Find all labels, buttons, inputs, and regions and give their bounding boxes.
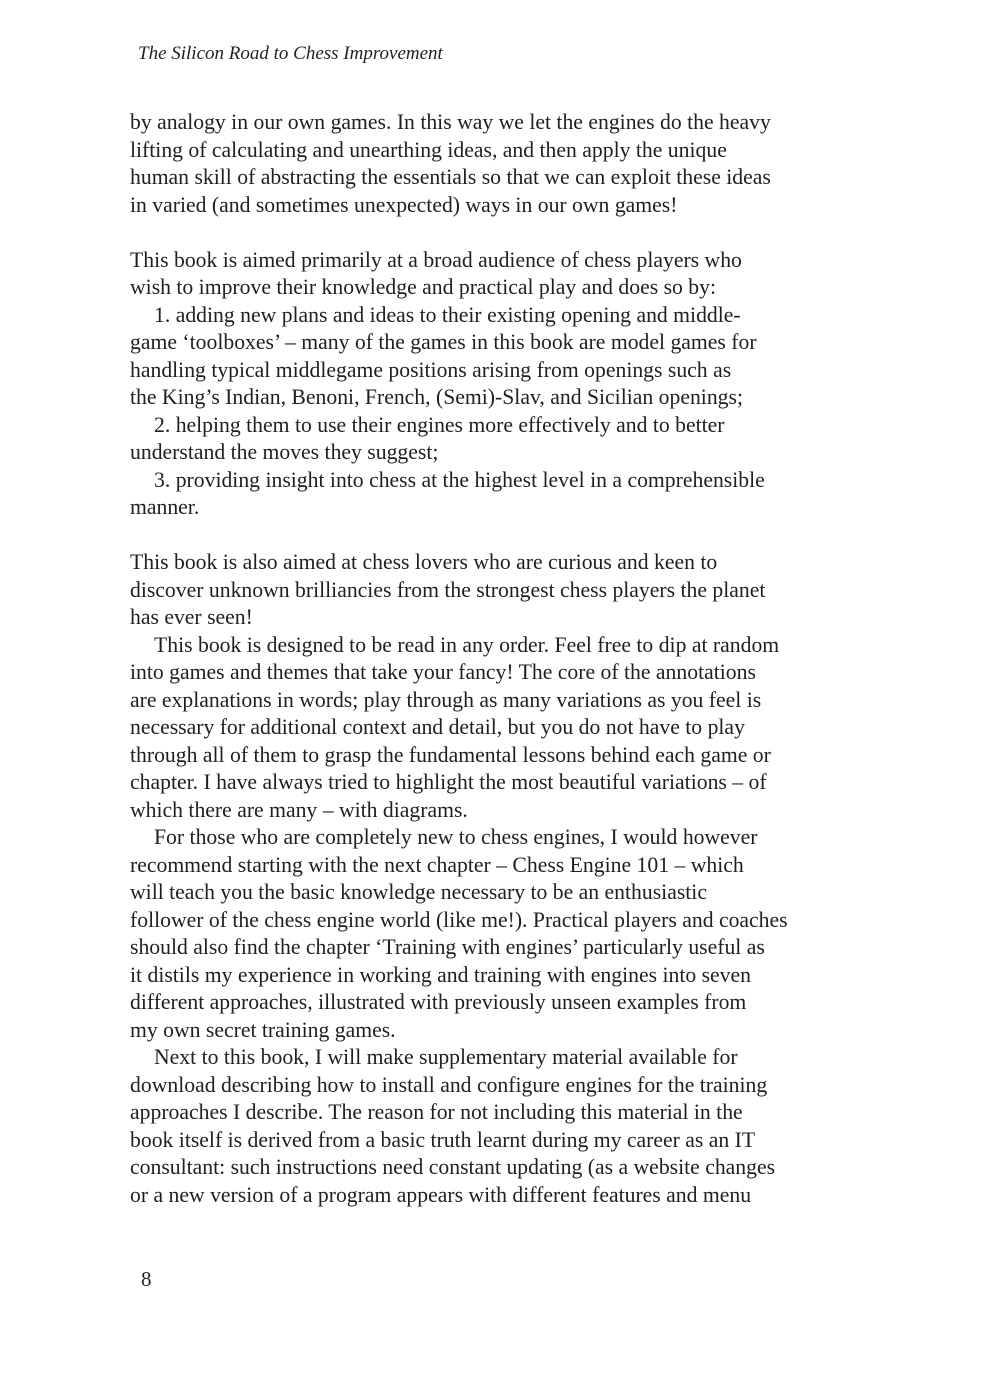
text-line: human skill of abstracting the essentials so that we can exploit these ideas: [130, 165, 771, 189]
paragraph: [130, 549, 870, 1209]
text-line: book itself is derived from a basic truth learnt during my career as an IT: [130, 1127, 756, 1152]
text-line: game ‘toolboxes’ – many of the games in this book are model games for: [130, 330, 757, 354]
text-line: in varied (and sometimes unexpected) ways in our own games!: [130, 192, 678, 217]
text-line: This book is also aimed at chess lovers who are curious and keen to: [130, 550, 718, 574]
text-line: consultant: such instructions need constant updating (as a website changes: [130, 1155, 776, 1179]
paragraph: [130, 247, 870, 522]
text-line: follower of the chess engine world (like me!). Practical players and coaches: [130, 907, 788, 932]
text-line: For those who are completely new to chess engines, I would however: [154, 825, 758, 849]
text-line: discover unknown brilliancies from the strongest chess players the planet: [130, 577, 766, 602]
text-line: which there are many – with diagrams.: [130, 797, 468, 822]
text-line: it distils my experience in working and training with engines into seven: [130, 962, 751, 987]
text-line: or a new version of a program appears with different features and menu: [130, 1182, 752, 1207]
text-line: understand the moves they suggest;: [130, 440, 439, 464]
text-line: the King’s Indian, Benoni, French, (Semi)-Slav, and Sicilian openings;: [130, 385, 743, 409]
text-line: This book is aimed primarily at a broad audience of chess players who: [130, 247, 742, 272]
page-number: 8: [141, 1267, 152, 1291]
list-item-line: 2. helping them to use their engines more effectively and to better: [154, 412, 725, 437]
paragraph-gap: [130, 522, 870, 550]
list-item-line: 1. adding new plans and ideas to their existing opening and middle-: [154, 302, 741, 327]
text-line: lifting of calculating and unearthing ideas, and then apply the unique: [130, 137, 727, 162]
body-text: [130, 109, 870, 1209]
running-head-title: The Silicon Road to Chess Improvement: [138, 43, 443, 64]
text-line: my own secret training games.: [130, 1017, 396, 1042]
text-line: wish to improve their knowledge and practical play and does so by:: [130, 275, 717, 299]
text-line: download describing how to install and configure engines for the training: [130, 1072, 768, 1097]
text-line: recommend starting with the next chapter – Chess Engine 101 – which: [130, 852, 744, 877]
text-line: manner.: [130, 495, 200, 519]
text-line: through all of them to grasp the fundamental lessons behind each game or: [130, 742, 771, 767]
text-line: has ever seen!: [130, 605, 253, 629]
paragraph-gap: [130, 219, 870, 247]
text-line: are explanations in words; play through as many variations as you feel is: [130, 687, 762, 712]
text-line: approaches I describe. The reason for not including this material in the: [130, 1100, 743, 1124]
text-line: This book is designed to be read in any order. Feel free to dip at random: [154, 632, 780, 657]
text-line: Next to this book, I will make supplementary material available for: [154, 1045, 738, 1069]
text-line: handling typical middlegame positions arising from openings such as: [130, 357, 732, 382]
list-item-line: 3. providing insight into chess at the highest level in a comprehensible: [154, 467, 765, 492]
text-line: chapter. I have always tried to highlight the most beautiful variations – of: [130, 770, 767, 794]
text-line: into games and themes that take your fancy! The core of the annotations: [130, 660, 756, 684]
text-line: will teach you the basic knowledge necessary to be an enthusiastic: [130, 880, 707, 904]
text-line: different approaches, illustrated with previously unseen examples from: [130, 990, 747, 1014]
paragraph: [130, 109, 870, 219]
text-line: by analogy in our own games. In this way we let the engines do the heavy: [130, 110, 771, 134]
text-line: should also find the chapter ‘Training with engines’ particularly useful as: [130, 935, 765, 959]
text-line: necessary for additional context and detail, but you do not have to play: [130, 715, 745, 739]
